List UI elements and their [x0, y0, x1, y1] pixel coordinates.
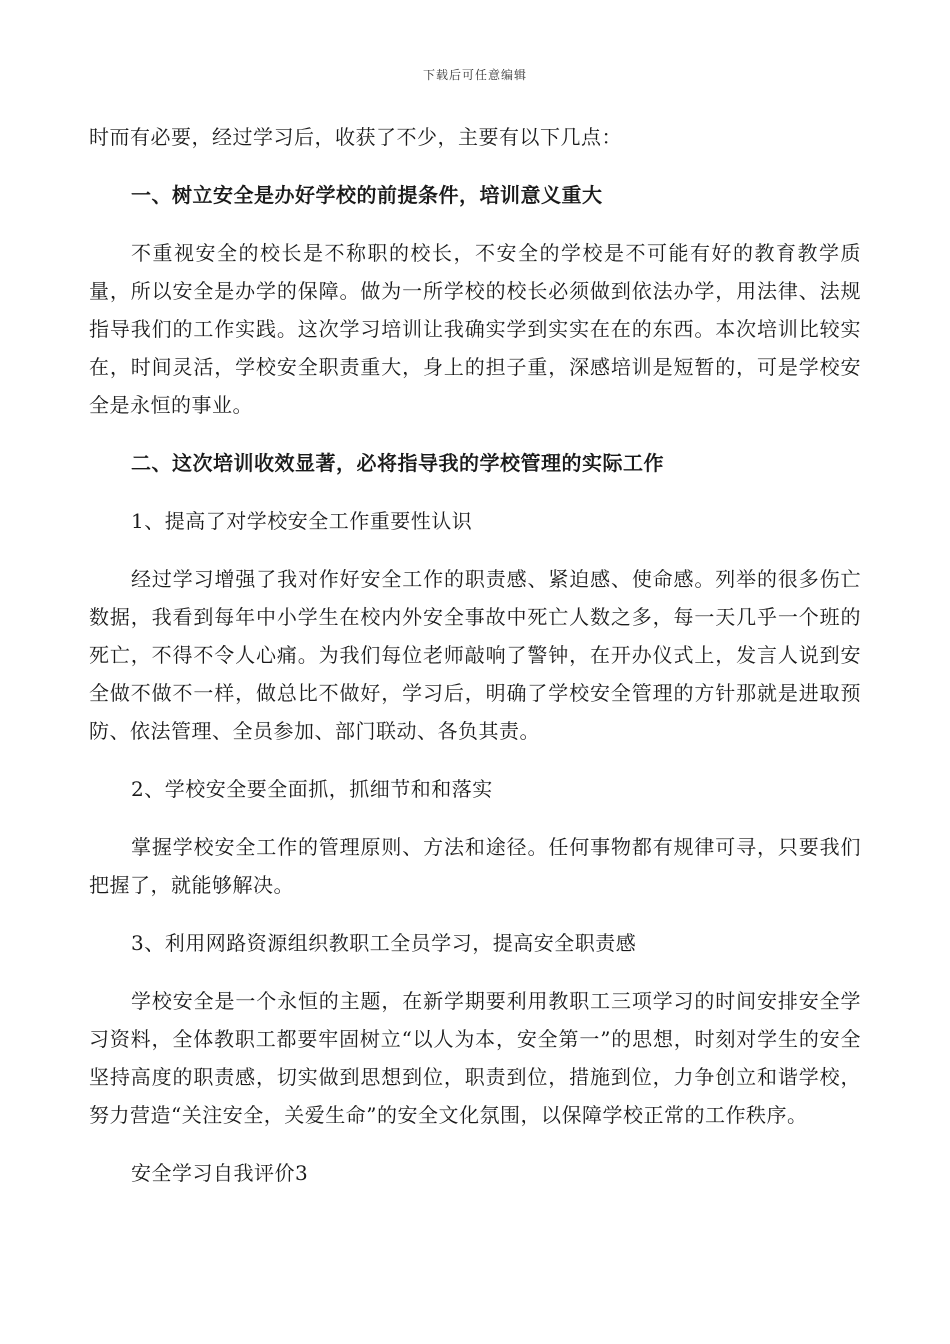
section-heading-1: 一、树立安全是办好学校的前提条件，培训意义重大 — [131, 183, 603, 207]
paragraph-sub-3: 学校安全是一个永恒的主题，在新学期要利用教职工三项学习的时间安排安全学习资料，全体教职工都要牢固树立“以人为本，安全第一”的思想，时刻对学生的安全坚持高度的职责感，切实做到思想到位，职责到位，措施到位，力争创立和谐学校，努力营造“关注安全，关爱生命”的安全文化氛围，以保障学校正常的工作秩序。 — [89, 989, 861, 1127]
document-body — [89, 118, 861, 1192]
paragraph-intro: 时而有必要，经过学习后，收获了不少，主要有以下几点： — [89, 125, 622, 149]
subheading-1: 1、提高了对学校安全工作重要性认识 — [131, 509, 473, 533]
paragraph-sub-2: 掌握学校安全工作的管理原则、方法和途径。任何事物都有规律可寻，只要我们把握了，就能够解决。 — [89, 835, 861, 897]
paragraph-sub-1: 经过学习增强了我对作好安全工作的职责感、紧迫感、使命感。列举的很多伤亡数据，我看到每年中小学生在校内外安全事故中死亡人数之多，每一天几乎一个班的死亡，不得不令人心痛。为我们每位老师敲响了警钟，在开办仪式上，发言人说到安全做不做不一样，做总比不做好，学习后，明确了学校安全管理的方针那就是进取预防、依法管理、全员参加、部门联动、各负其责。 — [89, 567, 861, 743]
subheading-3: 3、利用网路资源组织教职工全员学习，提高安全职责感 — [131, 931, 637, 955]
section-heading-2: 二、这次培训收效显著，必将指导我的学校管理的实际工作 — [131, 451, 664, 475]
paragraph-section-1: 不重视安全的校长是不称职的校长，不安全的学校是不可能有好的教育教学质量，所以安全是办学的保障。做为一所学校的校长必须做到依法办学，用法律、法规指导我们的工作实践。这次学习培训让我确实学到实实在在的东西。本次培训比较实在，时间灵活，学校安全职责重大，身上的担子重，深感培训是短暂的，可是学校安全是永恒的事业。 — [89, 241, 861, 417]
subheading-2: 2、学校安全要全面抓，抓细节和和落实 — [131, 777, 493, 801]
page-header: 下载后可任意编辑 — [422, 68, 527, 82]
section-title-next: 安全学习自我评价3 — [131, 1161, 309, 1185]
